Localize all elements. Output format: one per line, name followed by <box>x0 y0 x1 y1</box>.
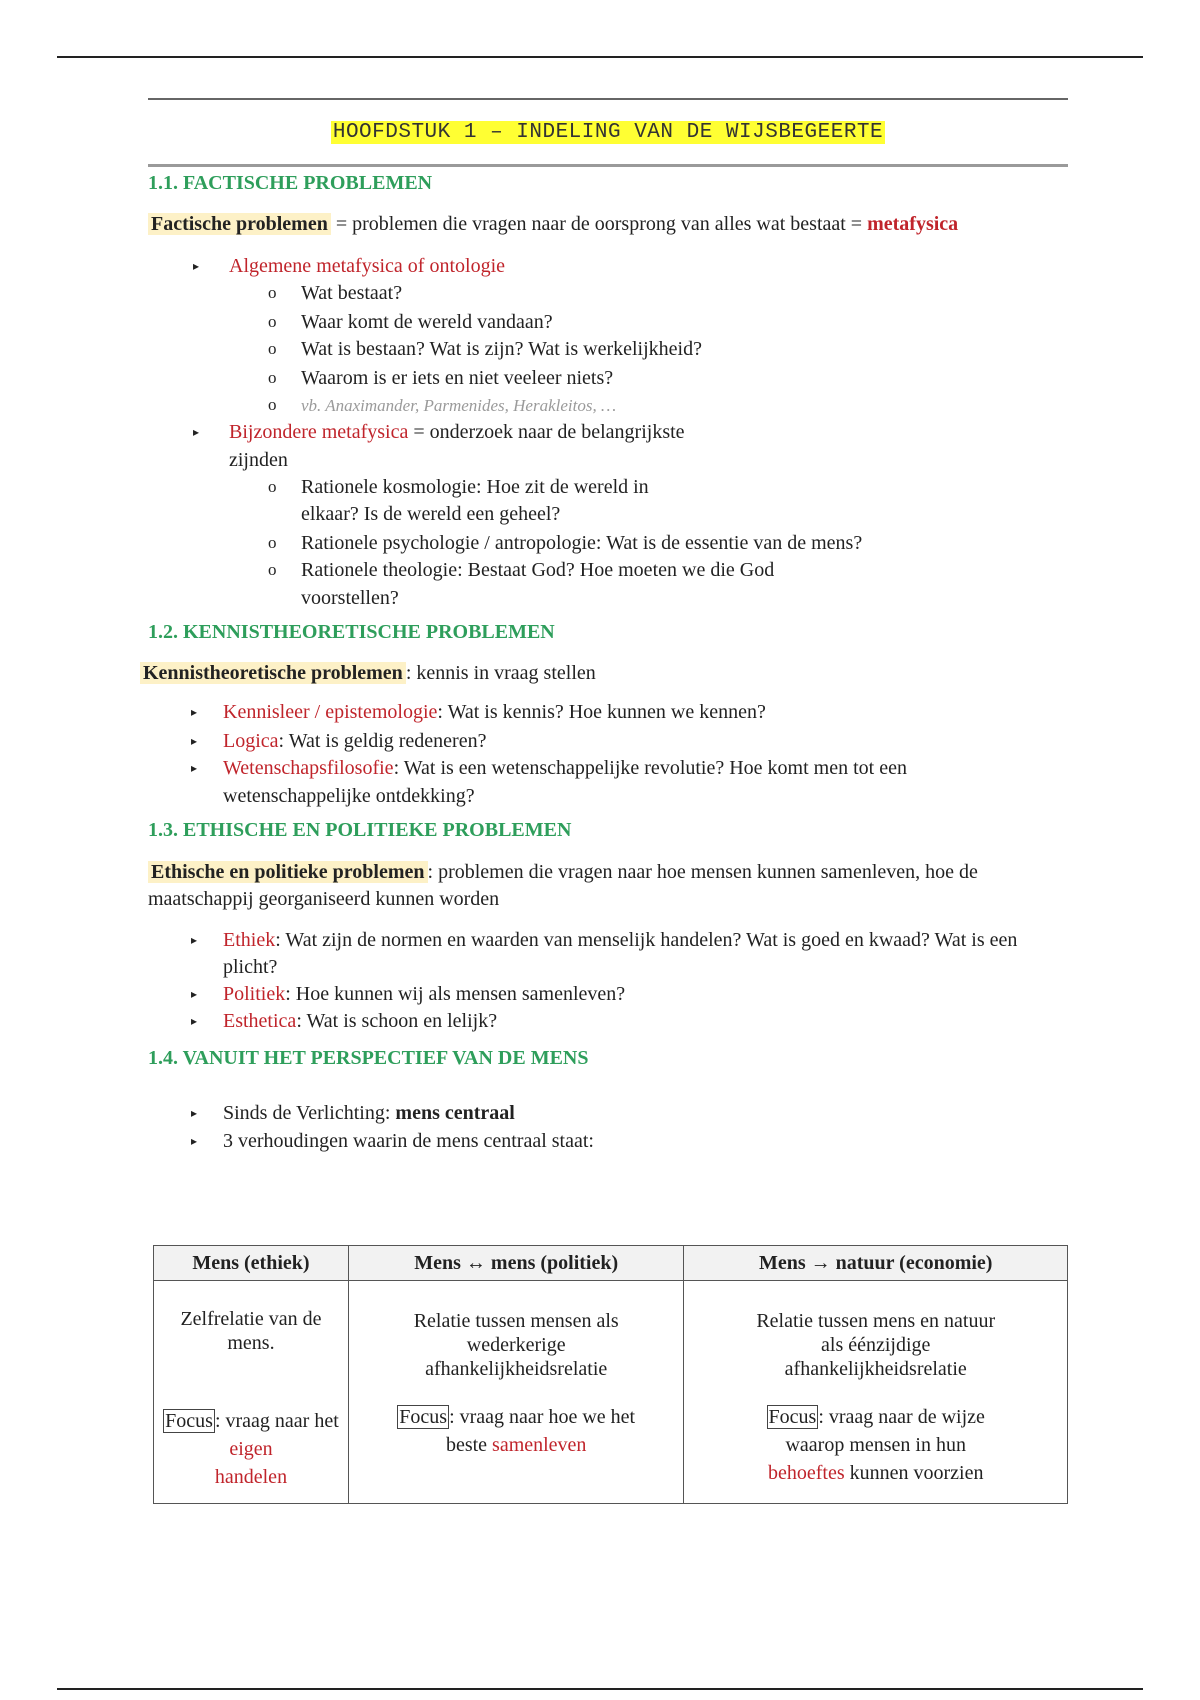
page-bottom-rule <box>57 1688 1143 1690</box>
bullet-esthetica: ▸ Esthetica: Wat is schoon en lelijk? <box>191 1010 498 1032</box>
sub-item: o Waar komt de wereld vandaan? <box>268 311 553 333</box>
section-heading-1-3: 1.3. ETHISCHE EN POLITIEKE PROBLEMEN <box>148 819 572 841</box>
sub-item: o Rationele psychologie / antropologie: Wat is de essentie van de mens? <box>268 532 863 554</box>
paragraph-kennis: Kennistheoretische problemen : kennis in vraag stellen <box>140 659 596 687</box>
relations-table <box>153 1245 1068 1504</box>
bullet-logica: ▸ Logica: Wat is geldig redeneren? <box>191 730 487 752</box>
term-factische: Factische problemen <box>148 213 331 235</box>
bullet-bijzondere: ▸ Bijzondere metafysica = onderzoek naar de belangrijkste <box>229 418 685 446</box>
page-top-rule <box>57 56 1143 58</box>
bullet-marker: ▸ <box>193 425 200 439</box>
paragraph-factische <box>148 210 958 238</box>
table-header: Mens (ethiek) <box>154 1246 349 1281</box>
chapter-title: HOOFDSTUK 1 – INDELING VAN DE WIJSBEGEERTE <box>332 120 884 144</box>
focus-box: Focus <box>165 1410 213 1432</box>
table-cell-economie: Relatie tussen mens en natuur als éénzijdige afhankelijkheidsrelatie Focus : vraag naar de wijze waarop mensen in hun behoeftes kunnen voorzien <box>684 1281 1068 1504</box>
table-header: Mens ↔ mens (politiek) <box>348 1246 684 1281</box>
table-cell-ethiek: Zelfrelatie van de mens. Focus : vraag naar het eigen handelen <box>154 1281 349 1504</box>
section-heading-1-4: 1.4. VANUIT HET PERSPECTIEF VAN DE MENS <box>148 1047 589 1069</box>
sub-item-continuation: voorstellen? <box>301 587 399 609</box>
bullet-continuation: wetenschappelijke ontdekking? <box>223 785 475 807</box>
definition-text: = problemen die vragen naar de oorsprong van alles wat bestaat = <box>330 213 868 235</box>
section-heading-1-2: 1.2. KENNISTHEORETISCHE PROBLEMEN <box>148 621 555 643</box>
bullet-continuation: plicht? <box>223 956 278 978</box>
sub-item: o Waarom is er iets en niet veeleer niets? <box>268 367 614 389</box>
bullet-algemene <box>193 252 506 280</box>
bullet-continuation: zijnden <box>229 449 288 471</box>
bullet-wetenschapsfilosofie: ▸ Wetenschapsfilosofie: Wat is een wetenschappelijke revolutie? Hoe komt men tot een <box>191 757 907 779</box>
term-ethisch: Ethische en politieke problemen <box>148 861 428 883</box>
sub-item: o Wat is bestaan? Wat is zijn? Wat is werkelijkheid? <box>268 338 702 360</box>
sub-item: o Wat bestaat? <box>268 282 403 304</box>
chapter-title-box <box>148 98 1068 167</box>
term-metafysica: metafysica <box>867 213 959 235</box>
section-heading-1-1: 1.1. FACTISCHE PROBLEMEN <box>148 172 433 194</box>
sub-item-continuation: elkaar? Is de wereld een geheel? <box>301 503 561 525</box>
paragraph-ethisch-continuation: maatschappij georganiseerd kunnen worden <box>148 888 500 910</box>
bullet-marker: ▸ <box>193 259 200 273</box>
focus-box: Focus <box>399 1406 448 1428</box>
sub-item: o Rationele theologie: Bestaat God? Hoe moeten we die God <box>268 559 775 581</box>
bullet-politiek: ▸ Politiek: Hoe kunnen wij als mensen samenleven? <box>191 983 626 1005</box>
term-kennistheoretische: Kennistheoretische problemen <box>140 662 406 684</box>
table-header: Mens → natuur (economie) <box>684 1246 1068 1281</box>
paragraph-ethisch: Ethische en politieke problemen : problemen die vragen naar hoe mensen kunnen samenleven, hoe de <box>148 858 978 886</box>
document-page <box>143 98 1068 1488</box>
focus-box: Focus <box>768 1406 817 1428</box>
bullet-verlichting: ▸ Sinds de Verlichting: mens centraal <box>191 1102 515 1124</box>
table-cell-politiek: Relatie tussen mensen als wederkerige afhankelijkheidsrelatie Focus : vraag naar hoe we het beste samenleven <box>348 1281 684 1504</box>
sub-item-examples: o vb. Anaximander, Parmenides, Herakleitos, … <box>268 395 617 415</box>
bullet-kennisleer: ▸ Kennisleer / epistemologie: Wat is kennis? Hoe kunnen we kennen? <box>191 701 766 723</box>
bullet-ethiek: ▸ Ethiek: Wat zijn de normen en waarden van menselijk handelen? Wat is goed en kwaad? Wat is een <box>191 929 1018 951</box>
bullet-label: Algemene metafysica of ontologie <box>229 255 506 277</box>
bullet-verhoudingen: ▸ 3 verhoudingen waarin de mens centraal staat: <box>191 1130 594 1152</box>
sub-item: o Rationele kosmologie: Hoe zit de wereld in <box>268 476 649 498</box>
bullet-label: Bijzondere metafysica <box>229 421 409 443</box>
